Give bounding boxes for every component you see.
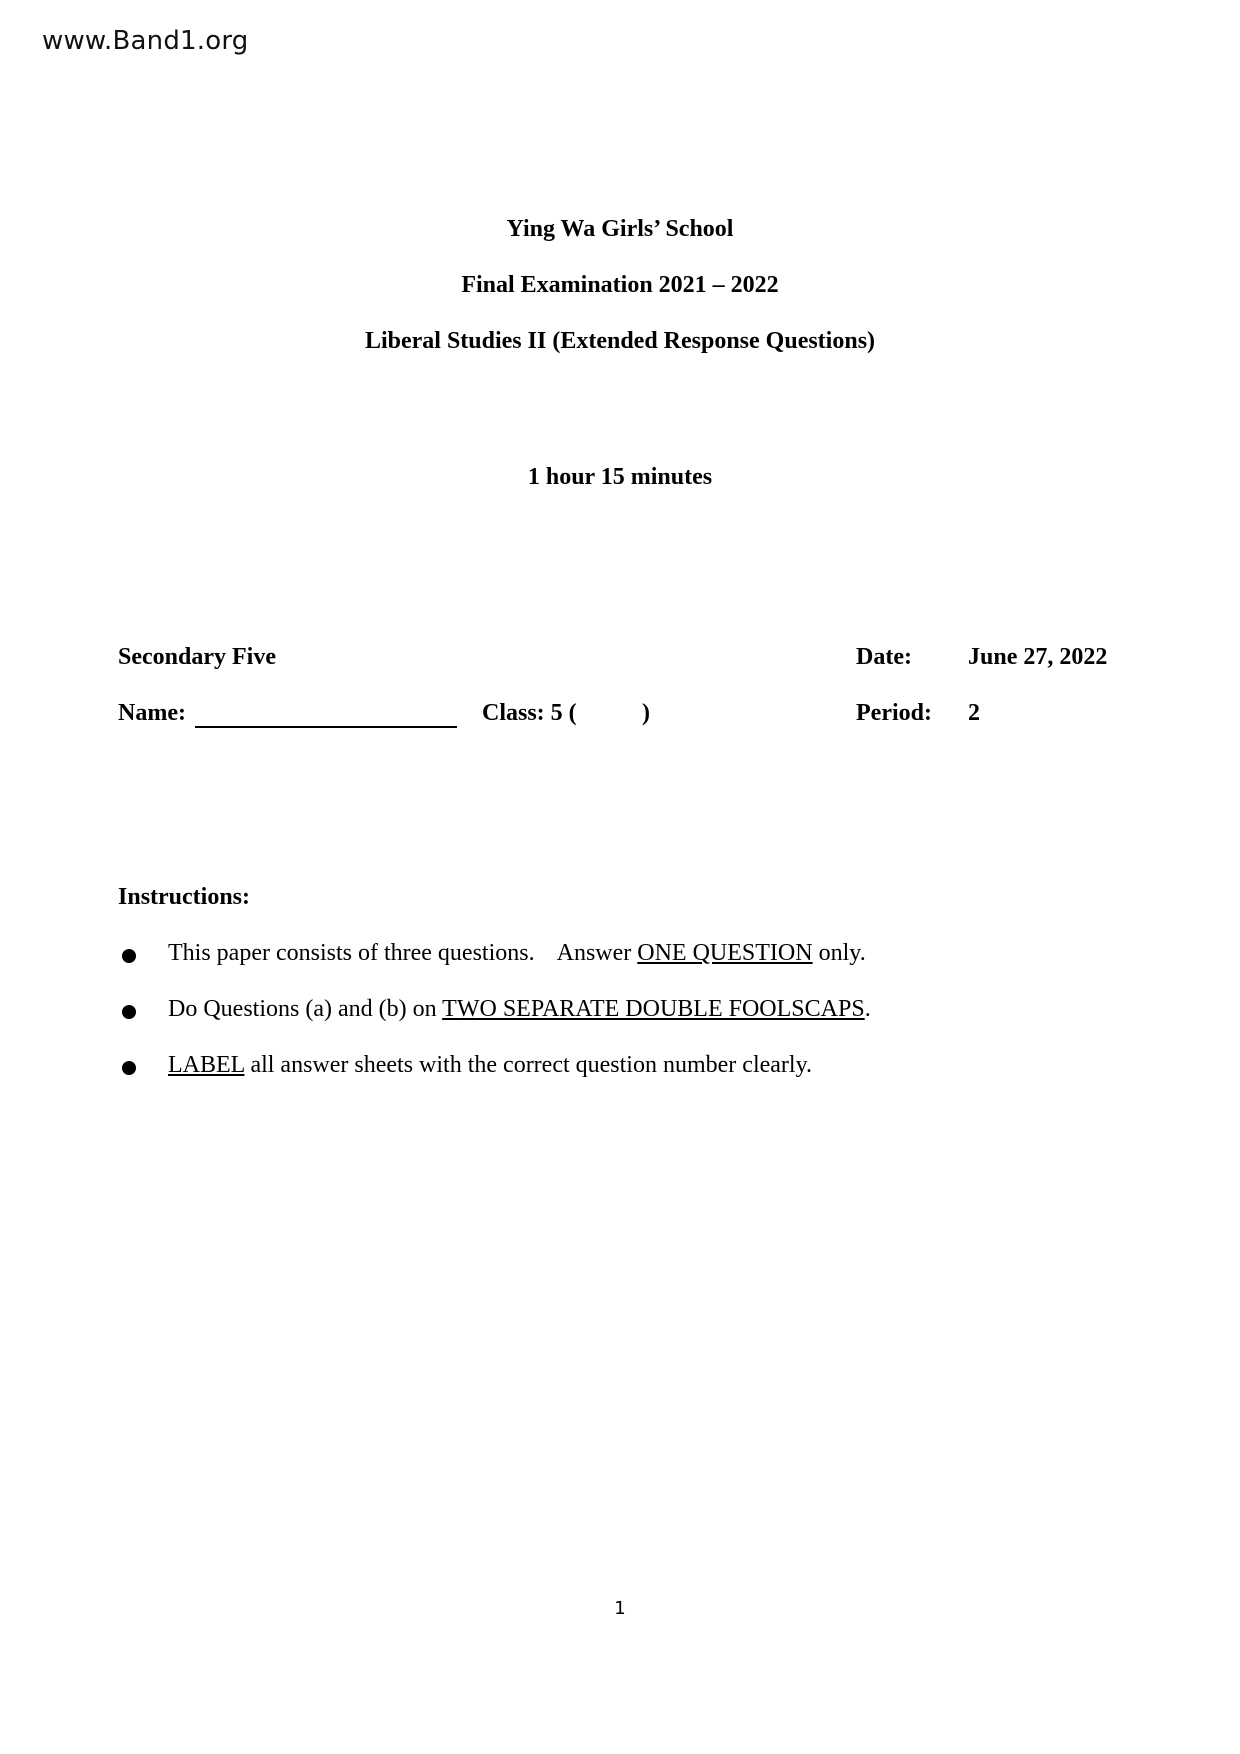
instruction-text: Do Questions (a) and (b) on TWO SEPARATE DOUBLE FOOLSCAPS.: [168, 996, 871, 1022]
instructions-heading: Instructions:: [118, 884, 251, 910]
watermark-url: www.Band1.org: [42, 26, 249, 56]
bullet-icon: [122, 949, 136, 963]
school-name: Ying Wa Girls’ School: [506, 216, 734, 242]
date-label: Date:: [856, 644, 912, 670]
bullet-icon: [122, 1005, 136, 1019]
name-blank-line: [195, 726, 457, 728]
bullet-icon: [122, 1061, 136, 1075]
instruction-text: LABEL all answer sheets with the correct question number clearly.: [168, 1052, 813, 1078]
underlined-text: TWO SEPARATE DOUBLE FOOLSCAPS: [442, 996, 865, 1022]
name-label: Name:: [118, 700, 186, 726]
date-value: June 27, 2022: [968, 644, 1108, 670]
class-close-paren: ): [642, 700, 650, 726]
page-number: 1: [614, 1598, 626, 1619]
instruction-text: This paper consists of three questions. Answer ONE QUESTION only.: [168, 940, 866, 966]
period-value: 2: [968, 700, 980, 726]
underlined-text: LABEL: [168, 1052, 245, 1078]
exam-title: Final Examination 2021 – 2022: [461, 272, 779, 298]
form-level: Secondary Five: [118, 644, 276, 670]
class-label: Class: 5 (: [482, 700, 577, 726]
period-label: Period:: [856, 700, 932, 726]
exam-duration: 1 hour 15 minutes: [527, 464, 713, 490]
subject-title: Liberal Studies II (Extended Response Questions): [364, 328, 876, 354]
underlined-text: ONE QUESTION: [637, 940, 813, 966]
